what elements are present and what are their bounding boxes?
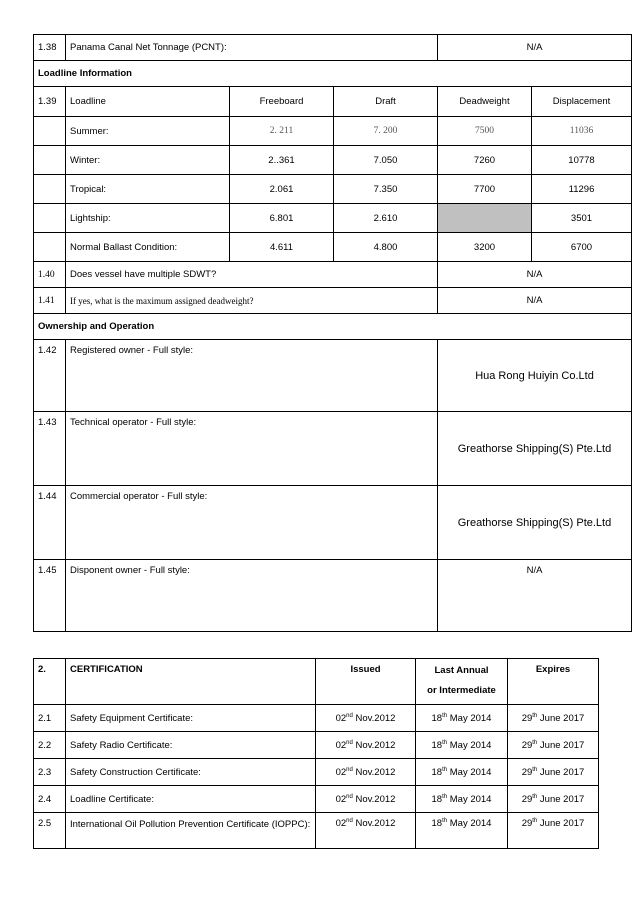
loadline-row-lightship — [34, 204, 632, 233]
row-1-43 — [34, 412, 632, 486]
displacement-value: 11036 — [532, 117, 632, 146]
deadweight-value: 7700 — [438, 175, 532, 204]
row-number: 1.39 — [34, 87, 66, 117]
loadline-row-winter — [34, 146, 632, 175]
cert-row — [34, 813, 599, 849]
row-number: 1.40 — [34, 262, 66, 288]
last-annual-date: 18th May 2014 — [416, 705, 508, 732]
registered-owner-value: Hua Rong Huiyin Co.Ltd — [438, 340, 632, 412]
expires-date: 29th June 2017 — [508, 813, 599, 849]
cert-label: International Oil Pollution Prevention Certificate (IOPPC): — [66, 813, 316, 849]
row-label: Commercial operator - Full style: — [66, 486, 438, 560]
cert-row — [34, 705, 599, 732]
cert-label: Safety Equipment Certificate: — [66, 705, 316, 732]
row-label: Does vessel have multiple SDWT? — [66, 262, 438, 288]
technical-operator-value: Greathorse Shipping(S) Pte.Ltd — [438, 412, 632, 486]
section-header-loadline — [34, 61, 632, 87]
draft-value: 7.350 — [334, 175, 438, 204]
issued-date: 02nd Nov.2012 — [316, 759, 416, 786]
row-number — [34, 233, 66, 262]
loadline-row-ballast — [34, 233, 632, 262]
loadline-row-tropical — [34, 175, 632, 204]
cert-label: Safety Radio Certificate: — [66, 732, 316, 759]
column-header-issued: Issued — [316, 659, 416, 705]
cert-row — [34, 759, 599, 786]
row-number: 1.38 — [34, 35, 66, 61]
row-number: 1.44 — [34, 486, 66, 560]
column-header-displacement: Displacement — [532, 87, 632, 117]
deadweight-value: 3200 — [438, 233, 532, 262]
row-label: Disponent owner - Full style: — [66, 560, 438, 632]
row-1-45 — [34, 560, 632, 632]
row-label: If yes, what is the maximum assigned deadweight? — [66, 288, 438, 314]
cert-row — [34, 732, 599, 759]
row-number: 1.45 — [34, 560, 66, 632]
row-label: Loadline — [66, 87, 230, 117]
issued-date: 02nd Nov.2012 — [316, 786, 416, 813]
certification-header-row — [34, 659, 599, 705]
column-header-expires: Expires — [508, 659, 599, 705]
freeboard-value: 2..361 — [230, 146, 334, 175]
certification-table — [33, 658, 599, 849]
issued-date: 02nd Nov.2012 — [316, 705, 416, 732]
row-number — [34, 204, 66, 233]
row-number: 2.1 — [34, 705, 66, 732]
freeboard-value: 2. 211 — [230, 117, 334, 146]
deadweight-value — [438, 204, 532, 233]
column-header-deadweight: Deadweight — [438, 87, 532, 117]
expires-date: 29th June 2017 — [508, 705, 599, 732]
deadweight-value: 7500 — [438, 117, 532, 146]
commercial-operator-value: Greathorse Shipping(S) Pte.Ltd — [438, 486, 632, 560]
row-label: Normal Ballast Condition: — [66, 233, 230, 262]
row-number: 2.2 — [34, 732, 66, 759]
displacement-value: 3501 — [532, 204, 632, 233]
row-number: 1.42 — [34, 340, 66, 412]
section-header-label: Ownership and Operation — [34, 314, 632, 340]
row-number: 2.5 — [34, 813, 66, 849]
deadweight-value: 7260 — [438, 146, 532, 175]
row-1-44 — [34, 486, 632, 560]
expires-date: 29th June 2017 — [508, 786, 599, 813]
row-1-41 — [34, 288, 632, 314]
last-annual-date: 18th May 2014 — [416, 813, 508, 849]
row-label: Technical operator - Full style: — [66, 412, 438, 486]
freeboard-value: 2.061 — [230, 175, 334, 204]
row-number — [34, 175, 66, 204]
freeboard-value: 6.801 — [230, 204, 334, 233]
vessel-particulars-table — [33, 34, 632, 632]
draft-value: 7.050 — [334, 146, 438, 175]
row-label: Tropical: — [66, 175, 230, 204]
section-header-label: Loadline Information — [34, 61, 632, 87]
last-annual-date: 18th May 2014 — [416, 786, 508, 813]
disponent-owner-value: N/A — [438, 560, 632, 632]
row-1-42 — [34, 340, 632, 412]
last-annual-line1: Last Annual — [434, 665, 489, 676]
freeboard-value: 4.611 — [230, 233, 334, 262]
row-number: 2.3 — [34, 759, 66, 786]
row-label: Lightship: — [66, 204, 230, 233]
column-header-last-annual — [416, 659, 508, 705]
section-header-ownership — [34, 314, 632, 340]
displacement-value: 10778 — [532, 146, 632, 175]
row-number: 1.41 — [34, 288, 66, 314]
row-label: Summer: — [66, 117, 230, 146]
loadline-row-summer — [34, 117, 632, 146]
last-annual-line2: or Intermediate — [427, 685, 496, 696]
displacement-value: 6700 — [532, 233, 632, 262]
row-value: N/A — [438, 262, 632, 288]
expires-date: 29th June 2017 — [508, 732, 599, 759]
draft-value: 2.610 — [334, 204, 438, 233]
certification-title: CERTIFICATION — [66, 659, 316, 705]
displacement-value: 11296 — [532, 175, 632, 204]
row-1-39 — [34, 87, 632, 117]
expires-date: 29th June 2017 — [508, 759, 599, 786]
cert-label: Safety Construction Certificate: — [66, 759, 316, 786]
column-header-draft: Draft — [334, 87, 438, 117]
last-annual-date: 18th May 2014 — [416, 759, 508, 786]
cert-row — [34, 786, 599, 813]
draft-value: 7. 200 — [334, 117, 438, 146]
draft-value: 4.800 — [334, 233, 438, 262]
row-number — [34, 117, 66, 146]
row-value: N/A — [438, 35, 632, 61]
row-label: Panama Canal Net Tonnage (PCNT): — [66, 35, 438, 61]
row-number — [34, 146, 66, 175]
issued-date: 02nd Nov.2012 — [316, 813, 416, 849]
row-label: Winter: — [66, 146, 230, 175]
row-1-38 — [34, 35, 632, 61]
row-number: 1.43 — [34, 412, 66, 486]
column-header-freeboard: Freeboard — [230, 87, 334, 117]
last-annual-date: 18th May 2014 — [416, 732, 508, 759]
issued-date: 02nd Nov.2012 — [316, 732, 416, 759]
cert-label: Loadline Certificate: — [66, 786, 316, 813]
row-value: N/A — [438, 288, 632, 314]
section-number: 2. — [34, 659, 66, 705]
row-number: 2.4 — [34, 786, 66, 813]
row-label: Registered owner - Full style: — [66, 340, 438, 412]
row-1-40 — [34, 262, 632, 288]
